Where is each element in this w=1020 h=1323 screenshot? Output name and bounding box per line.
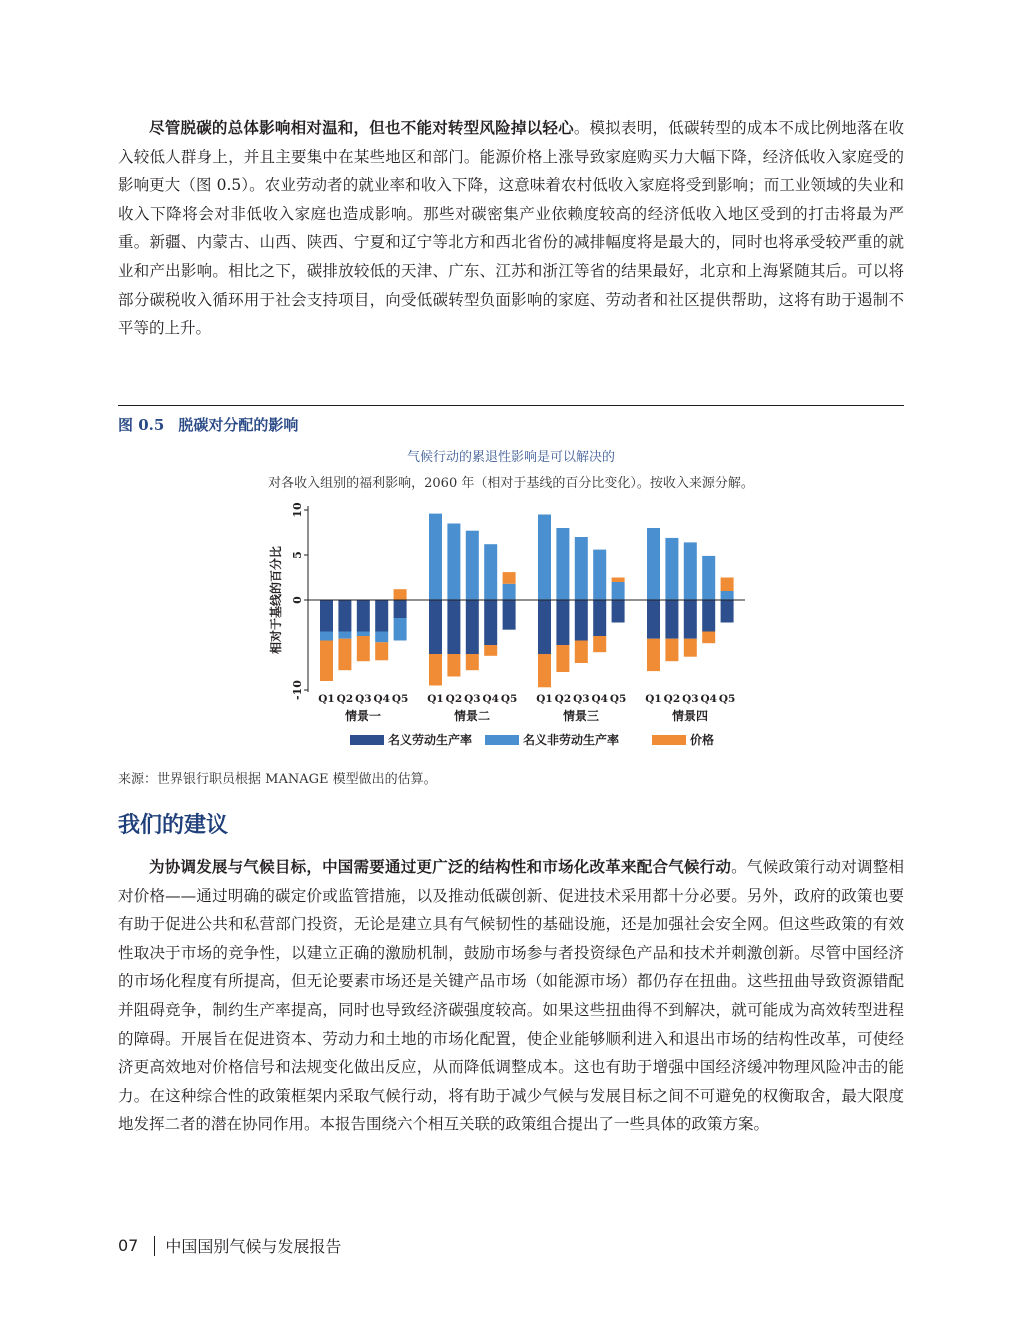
bar-labor — [593, 600, 606, 636]
y-tick-label: -10 — [291, 680, 304, 700]
x-tick-label: Q4 — [591, 693, 608, 705]
bar-nonlabor — [320, 632, 333, 641]
bar-nonlabor — [538, 515, 551, 601]
bar-labor — [429, 600, 442, 654]
paragraph-1-lead: 尽管脱碳的总体影响相对温和，但也不能对转型风险掉以轻心 — [149, 118, 574, 137]
x-tick-label: Q3 — [464, 693, 481, 705]
x-tick-label: Q5 — [609, 693, 627, 705]
bar-labor — [702, 600, 715, 632]
figure-title — [118, 414, 312, 435]
bar-price — [684, 639, 697, 657]
y-tick-label: 5 — [291, 551, 304, 559]
x-tick-label: Q1 — [645, 693, 662, 705]
welfare-impact-chart — [260, 500, 780, 762]
bar-labor — [375, 600, 388, 632]
bar-labor — [484, 600, 497, 645]
legend-swatch-nonlabor — [485, 735, 519, 745]
bar-labor — [394, 600, 407, 618]
bar-labor — [684, 600, 697, 639]
x-tick-label: Q2 — [336, 693, 354, 705]
legend-label-labor: 名义劳动生产率 — [388, 733, 473, 747]
bar-nonlabor — [447, 524, 460, 601]
bar-nonlabor — [375, 632, 388, 643]
bar-nonlabor — [357, 632, 370, 637]
legend-swatch-labor — [350, 735, 384, 745]
bar-labor — [538, 600, 551, 654]
figure-top-rule — [118, 405, 904, 406]
section-heading: 我们的建议 — [118, 813, 229, 838]
bar-price — [665, 639, 678, 662]
bar-price — [357, 636, 370, 661]
y-tick-label: 0 — [291, 596, 304, 604]
bar-labor — [503, 600, 516, 630]
bar-price — [593, 636, 606, 652]
bar-nonlabor — [612, 582, 625, 600]
footer-separator — [154, 1236, 155, 1256]
bar-nonlabor — [721, 591, 734, 600]
bar-nonlabor — [338, 632, 351, 639]
bar-nonlabor — [466, 531, 479, 600]
bar-price — [538, 654, 551, 687]
bar-price — [556, 645, 569, 672]
legend-label-nonlabor: 名义非劳动生产率 — [523, 733, 620, 747]
x-tick-label: Q5 — [500, 693, 518, 705]
bar-nonlabor — [429, 514, 442, 600]
bar-price — [503, 572, 516, 584]
legend-label-price: 价格 — [690, 733, 715, 747]
figure-source: 来源：世界银行职员根据 MANAGE 模型做出的估算。 — [118, 772, 437, 787]
x-tick-label: Q4 — [700, 693, 717, 705]
group-label: 情景二 — [453, 709, 491, 723]
bar-nonlabor — [593, 550, 606, 600]
group-label: 情景四 — [671, 709, 709, 723]
bar-labor — [721, 600, 734, 623]
bar-labor — [466, 600, 479, 654]
bar-price — [612, 578, 625, 583]
bar-labor — [556, 600, 569, 645]
bar-labor — [338, 600, 351, 632]
page-footer — [118, 1234, 341, 1257]
x-tick-label: Q5 — [718, 693, 736, 705]
bar-price — [647, 639, 660, 671]
bar-labor — [320, 600, 333, 632]
bar-price — [338, 639, 351, 671]
bar-price — [575, 641, 588, 664]
bar-price — [484, 645, 497, 656]
x-tick-label: Q1 — [427, 693, 444, 705]
bar-labor — [357, 600, 370, 632]
figure-caption: 对各收入组别的福利影响，2060 年（相对于基线的百分比变化）。按收入来源分解。 — [268, 476, 754, 491]
x-tick-label: Q3 — [355, 693, 372, 705]
x-tick-label: Q3 — [682, 693, 699, 705]
page-number: 07 — [118, 1236, 139, 1255]
bar-price — [702, 632, 715, 644]
bar-nonlabor — [647, 528, 660, 600]
bar-nonlabor — [684, 542, 697, 600]
figure-number: 图 0.5 — [118, 416, 165, 434]
bar-nonlabor — [556, 528, 569, 600]
x-tick-label: Q2 — [554, 693, 572, 705]
bar-nonlabor — [394, 618, 407, 641]
paragraph-2 — [118, 853, 904, 1139]
bar-nonlabor — [484, 544, 497, 600]
x-tick-label: Q4 — [373, 693, 390, 705]
paragraph-2-lead: 为协调发展与气候目标，中国需要通过更广泛的结构性和市场化改革来配合气候行动 — [149, 857, 732, 876]
bar-price — [320, 641, 333, 682]
bar-nonlabor — [665, 538, 678, 600]
figure-subtitle: 气候行动的累退性影响是可以解决的 — [406, 450, 615, 465]
bar-labor — [665, 600, 678, 639]
x-tick-label: Q3 — [573, 693, 590, 705]
bar-nonlabor — [575, 537, 588, 600]
bar-price — [429, 654, 442, 686]
legend-swatch-price — [652, 735, 686, 745]
x-tick-label: Q2 — [663, 693, 681, 705]
x-tick-label: Q5 — [391, 693, 409, 705]
x-tick-label: Q1 — [318, 693, 335, 705]
figure-title-text: 脱碳对分配的影响 — [178, 416, 299, 434]
bar-labor — [612, 600, 625, 623]
bar-labor — [575, 600, 588, 641]
x-tick-label: Q4 — [482, 693, 499, 705]
bar-price — [466, 654, 479, 670]
bar-nonlabor — [503, 584, 516, 600]
bar-price — [721, 578, 734, 592]
y-axis-label: 相对于基线的百分比 — [269, 545, 283, 655]
bar-nonlabor — [702, 556, 715, 600]
x-tick-label: Q2 — [445, 693, 463, 705]
footer-report-title: 中国国别气候与发展报告 — [165, 1237, 342, 1256]
bar-labor — [447, 600, 460, 654]
bar-price — [375, 642, 388, 660]
group-label: 情景三 — [562, 709, 600, 723]
bar-labor — [647, 600, 660, 639]
x-tick-label: Q1 — [536, 693, 553, 705]
bar-price — [447, 654, 460, 677]
group-label: 情景一 — [344, 709, 382, 723]
paragraph-1-body: 。模拟表明，低碳转型的成本不成比例地落在收入较低人群身上，并且主要集中在某些地区和部门。能源价格上涨导致家庭购买力大幅下降，经济低收入家庭受的影响更大（图 0.5）。农业劳动者的就业率和收入下降，这意味着农村低收入家庭将受到影响；而工业领域的失业和收入下降将会对非低收入家庭也造成影响。那些对碳密集产业依赖度较高的经济低收入地区受到的打击将最为严重。新疆、内蒙古、山西、陕西、宁夏和辽宁等北方和西北省份的减排幅度将是最大的，同时也将承受较严重的就业和产出影响。相比之下，碳排放较低的天津、广东、江苏和浙江等省的结果最好，北京和上海紧随其后。可以将部分碳税收入循环用于社会支持项目，向受低碳转型负面影响的家庭、劳动者和社区提供帮助，这将有助于遏制不平等的上升。 — [118, 119, 904, 338]
paragraph-1 — [118, 114, 904, 343]
y-tick-label: 10 — [291, 502, 304, 518]
bar-price — [394, 589, 407, 600]
paragraph-2-body: 。气候政策行动对调整相对价格——通过明确的碳定价或监管措施，以及推动低碳创新、促进技术采用都十分必要。另外，政府的政策也要有助于促进公共和私营部门投资，无论是建立具有气候韧性的基础设施，还是加强社会安全网。但这些政策的有效性取决于市场的竞争性，以建立正确的激励机制，鼓励市场参与者投资绿色产品和技术并刺激创新。尽管中国经济的市场化程度有所提高，但无论要素市场还是关键产品市场（如能源市场）都仍存在扭曲。这些扭曲导致资源错配并阻碍竞争，制约生产率提高，同时也导致经济碳强度较高。如果这些扭曲得不到解决，就可能成为高效转型进程的障碍。开展旨在促进资本、劳动力和土地的市场化配置，使企业能够顺利进入和退出市场的结构性改革，可使经济更高效地对价格信号和法规变化做出反应，从而降低调整成本。这也有助于增强中国经济缓冲物理风险冲击的能力。在这种综合性的政策框架内采取气候行动，将有助于减少气候与发展目标之间不可避免的权衡取舍，最大限度地发挥二者的潜在协同作用。本报告围绕六个相互关联的政策组合提出了一些具体的政策方案。 — [118, 858, 904, 1134]
